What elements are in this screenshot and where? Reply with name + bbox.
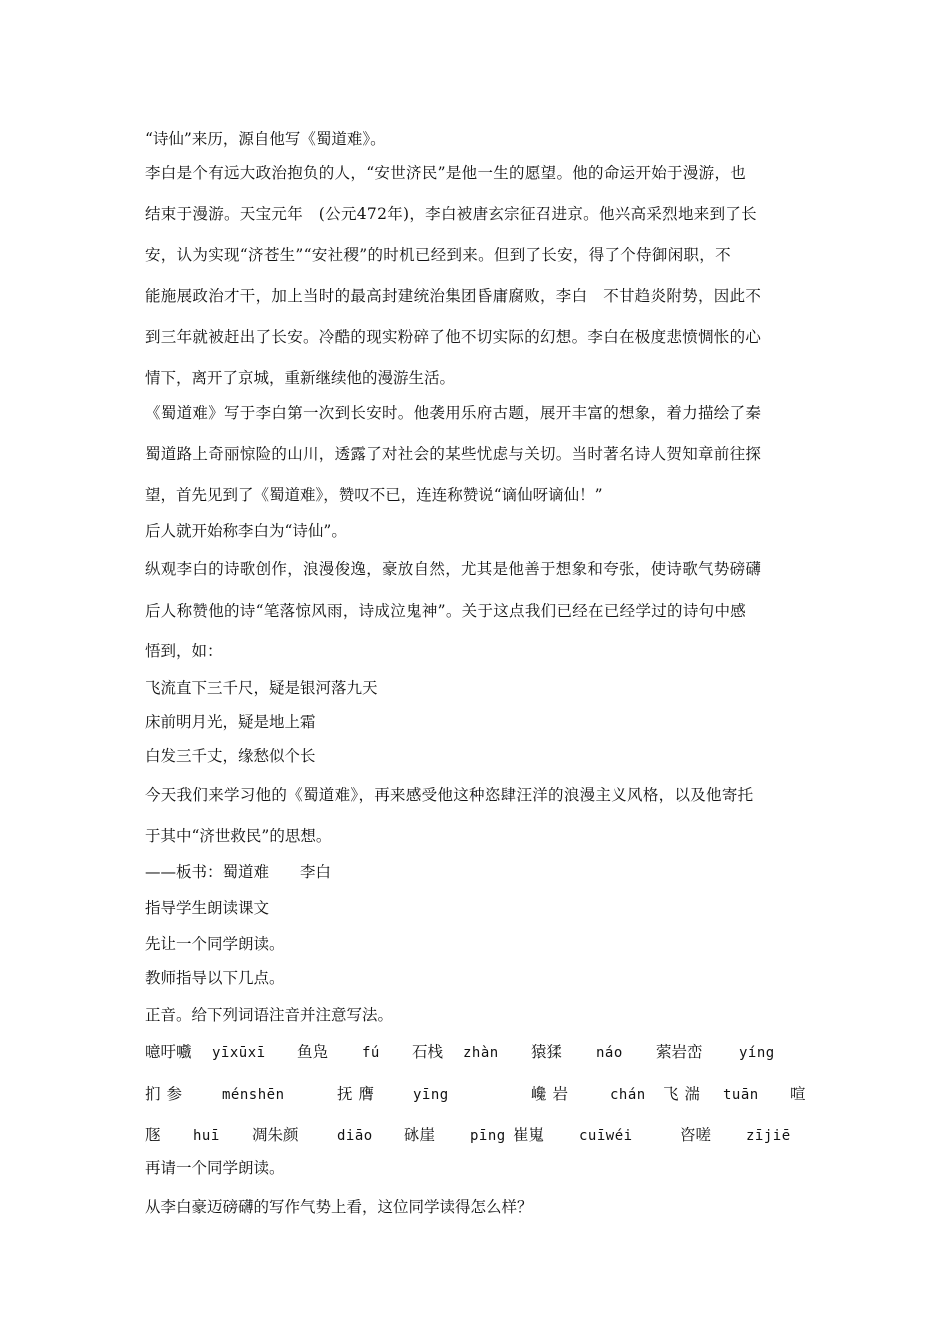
vocab-word: 噫吁嚱	[145, 1043, 192, 1061]
text-line: 结束于漫游。天宝元年 (公元472年)，李白被唐玄宗征召进京。他兴高采烈地来到了长	[145, 205, 757, 223]
text-line: 正音。给下列词语注音并注意写法。	[145, 1006, 394, 1024]
text-line: 情下，离开了京城，重新继续他的漫游生活。	[145, 369, 456, 387]
vocab-pinyin: pīng	[470, 1128, 506, 1144]
vocab-pinyin: yīxūxī	[212, 1045, 266, 1061]
vocab-word: 凋朱颜	[252, 1126, 299, 1144]
text-line: 李白是个有远大政治抱负的人，“安世济民”是他一生的愿望。他的命运开始于漫游，也	[145, 164, 747, 182]
vocab-pinyin: náo	[596, 1045, 623, 1061]
vocab-pinyin: chán	[610, 1087, 646, 1103]
vocab-word: 抚膺	[337, 1085, 381, 1103]
vocab-word: 萦岩峦	[656, 1043, 703, 1061]
text-line: 再请一个同学朗读。	[145, 1159, 285, 1177]
vocab-pinyin: zhàn	[463, 1045, 499, 1061]
vocab-word: 喧	[790, 1085, 806, 1103]
poem-line: 飞流直下三千尺，疑是银河落九天	[145, 679, 378, 697]
vocab-word: 砯崖	[404, 1126, 436, 1144]
text-line: 《蜀道难》写于李白第一次到长安时。他袭用乐府古题，展开丰富的想象，着力描绘了秦	[145, 404, 762, 422]
text-line: 于其中“济世救民”的思想。	[145, 827, 332, 845]
vocab-word: 扪参	[145, 1085, 189, 1103]
text-line: 从李白豪迈磅礴的写作气势上看，这位同学读得怎么样？	[145, 1198, 533, 1216]
text-line: 纵观李白的诗歌创作，浪漫俊逸，豪放自然，尤其是他善于想象和夸张，使诗歌气势磅礴	[145, 560, 762, 578]
text-line: 后人就开始称李白为“诗仙”。	[145, 522, 347, 540]
vocab-word: 崔嵬	[513, 1126, 545, 1144]
text-line: 先让一个同学朗读。	[145, 935, 285, 953]
vocab-pinyin: yīng	[413, 1087, 449, 1103]
poem-line: 床前明月光，疑是地上霜	[145, 713, 316, 731]
text-line: 教师指导以下几点。	[145, 969, 285, 987]
vocab-word: 飞湍	[663, 1085, 707, 1103]
text-line: 悟到，如：	[145, 642, 223, 660]
vocab-word: 豗	[145, 1126, 161, 1144]
text-line: 能施展政治才干，加上当时的最高封建统治集团昏庸腐败，李白 不甘趋炎附势，因此不	[145, 287, 762, 305]
vocab-word: 鱼凫	[297, 1043, 329, 1061]
text-line: 蜀道路上奇丽惊险的山川，透露了对社会的某些忧虑与关切。当时著名诗人贺知章前往探	[145, 445, 762, 463]
vocab-pinyin: huī	[193, 1128, 220, 1144]
board-writing: ——板书：蜀道难 李白	[145, 863, 332, 881]
text-line: 后人称赞他的诗“笔落惊风雨，诗成泣鬼神”。关于这点我们已经在已经学过的诗句中感	[145, 602, 747, 620]
text-line: “诗仙”来历，源自他写《蜀道难》。	[145, 130, 386, 148]
vocab-pinyin: cuīwéi	[579, 1128, 633, 1144]
poem-line: 白发三千丈，缘愁似个长	[145, 747, 316, 765]
vocab-pinyin: zījiē	[746, 1128, 791, 1144]
text-line: 指导学生朗读课文	[145, 899, 270, 917]
vocab-pinyin: ménshēn	[222, 1087, 285, 1103]
text-line: 到三年就被赶出了长安。冷酷的现实粉碎了他不切实际的幻想。李白在极度悲愤惆怅的心	[145, 328, 762, 346]
vocab-word: 猿猱	[531, 1043, 563, 1061]
vocab-word: 巉岩	[531, 1085, 575, 1103]
vocab-pinyin: diāo	[337, 1128, 373, 1144]
text-line: 安，认为实现“济苍生”“安社稷”的时机已经到来。但到了长安，得了个侍御闲职，不	[145, 246, 731, 264]
vocab-word: 石栈	[412, 1043, 444, 1061]
text-line: 今天我们来学习他的《蜀道难》，再来感受他这种恣肆汪洋的浪漫主义风格，以及他寄托	[145, 786, 754, 804]
vocab-pinyin: fú	[362, 1045, 380, 1061]
vocab-pinyin: yíng	[739, 1045, 775, 1061]
vocab-word: 咨嗟	[680, 1126, 712, 1144]
vocab-pinyin: tuān	[723, 1087, 759, 1103]
text-line: 望，首先见到了《蜀道难》，赞叹不已，连连称赞说“谪仙呀谪仙！”	[145, 486, 603, 504]
